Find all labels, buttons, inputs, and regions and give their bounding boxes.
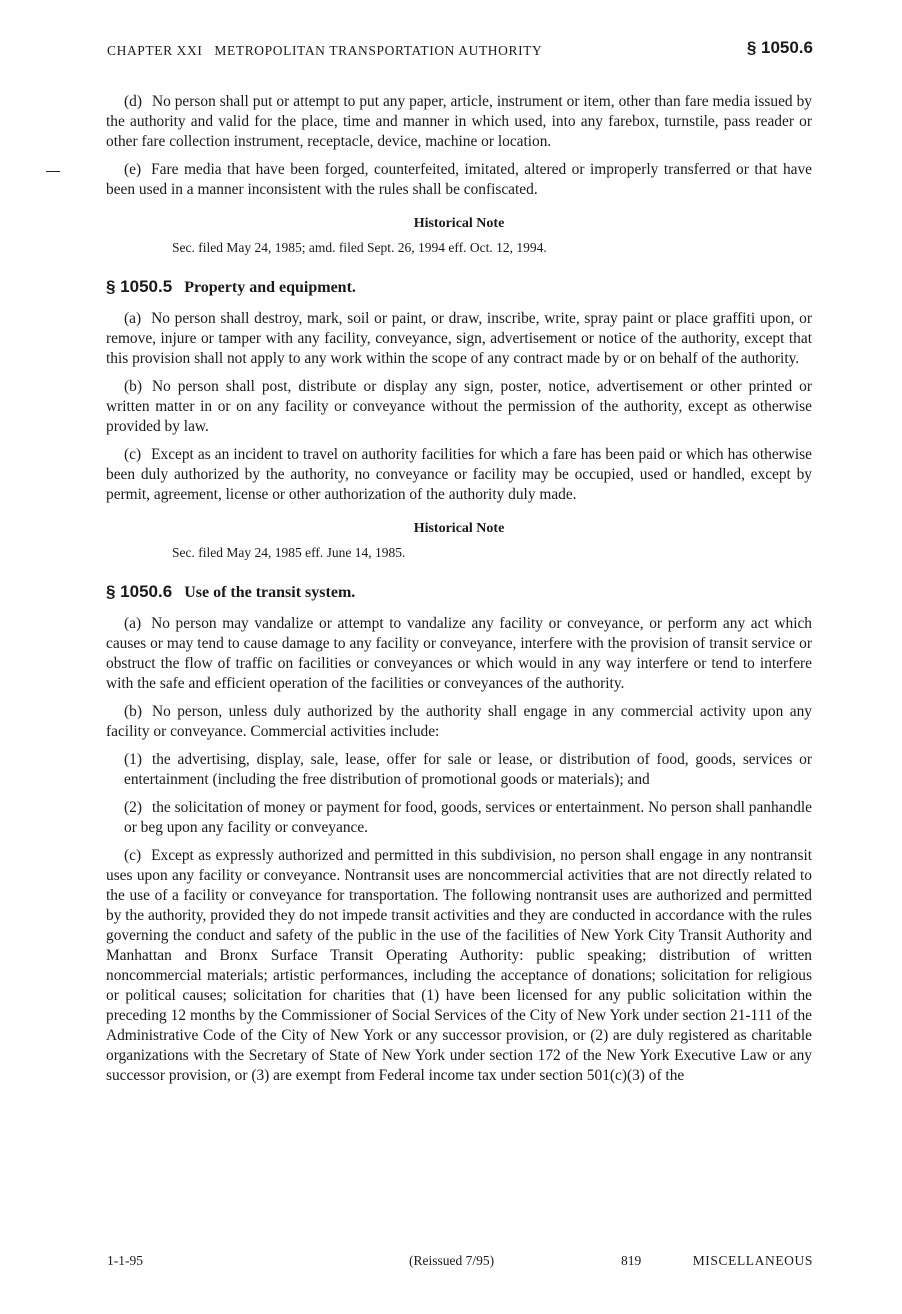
- header-section-number: § 1050.6: [746, 38, 813, 57]
- paragraph-label: (d): [124, 93, 142, 110]
- paragraph-b: [106, 702, 812, 742]
- paragraph-label: (a): [124, 615, 142, 632]
- paragraph-label: (b): [124, 703, 142, 720]
- historical-note-heading: Historical Note: [413, 521, 505, 536]
- paragraph-c: [106, 846, 812, 1086]
- paragraph-c: [106, 445, 812, 505]
- paragraph-text: No person shall destroy, mark, soil or paint, or draw, inscribe, write, spray paint or place graffiti upon, or remove, injure or tamper with any facility, conveyance, sign, advertisement or notice of the authority, except that this provision shall not apply to any work within the scope of any contract made by or on behalf of the authority.: [106, 310, 812, 367]
- section-heading-1050-5: [106, 276, 812, 299]
- subparagraph-text: the solicitation of money or payment for food, goods, services or entertainment. No person shall panhandle or beg upon any facility or conveyance.: [124, 799, 812, 836]
- section-number: § 1050.5: [106, 277, 173, 296]
- paragraph-text: No person, unless duly authorized by the authority shall engage in any commercial activity upon any facility or conveyance. Commercial activities include:: [106, 703, 812, 740]
- page-number: 819: [621, 1253, 642, 1268]
- body-text: [106, 92, 812, 1094]
- paragraph-b: [106, 377, 812, 437]
- paragraph-text: Fare media that have been forged, counterfeited, imitated, altered or improperly transferred or that have been used in a manner inconsistent with the rules shall be confiscated.: [106, 161, 812, 198]
- paragraph-label: (c): [124, 446, 142, 463]
- paragraph-d: [106, 92, 812, 152]
- footer-section-name: MISCELLANEOUS: [692, 1253, 813, 1268]
- footer-date: 1-1-95: [107, 1253, 143, 1268]
- historical-note-text: Sec. filed May 24, 1985; amd. filed Sept. 26, 1994 eff. Oct. 12, 1994.: [172, 240, 547, 255]
- historical-note-text: Sec. filed May 24, 1985 eff. June 14, 1985.: [172, 545, 406, 560]
- paragraph-text: Except as an incident to travel on authority facilities for which a fare has been paid or which has otherwise been duly authorized by the authority, no conveyance or facility may be occupied, used or handled, except by permit, agreement, license or other authorization of the authority duly made.: [106, 446, 812, 503]
- section-number: § 1050.6: [106, 582, 173, 601]
- paragraph-label: (b): [124, 378, 142, 395]
- chapter-title: CHAPTER XXI METROPOLITAN TRANSPORTATION AUTHORITY: [107, 43, 543, 58]
- subparagraph-label: (1): [124, 751, 142, 768]
- paragraph-text: No person shall post, distribute or display any sign, poster, notice, advertisement or other printed or written matter in or on any facility or conveyance without the permission of the authority, except as otherwise provided by law.: [106, 378, 812, 435]
- page-footer: [107, 1253, 813, 1273]
- margin-mark: [46, 171, 60, 172]
- paragraph-label: (e): [124, 161, 142, 178]
- section-title: Use of the transit system.: [184, 584, 356, 601]
- paragraph-text: No person may vandalize or attempt to vandalize any facility or conveyance, or perform any act which causes or may tend to cause damage to any facility or conveyance, interfere with the provision of transit service or obstruct the flow of traffic on facilities or conveyances or which would in any way interfere or tend to interfere with the safe and efficient operation of the facilities or conveyances of the authority.: [106, 615, 812, 692]
- paragraph-text: Except as expressly authorized and permitted in this subdivision, no person shall engage in any nontransit uses upon any facility or conveyance. Nontransit uses are noncommercial activities that are not directly related to the use of a facility or conveyance for transportation. The following nontransit uses are authorized and permitted by the authority, provided they do not impede transit activities and they are conducted in accordance with the rules governing the conduct and safety of the public in the use of the facilities of New York City Transit Authority and Manhattan and Bronx Surface Transit Operating Authority: public speaking; distribution of written noncommercial materials; artistic performances, including the acceptance of donations; solicitation for religious or political causes; solicitation for charities that (1) have been licensed for any public solicitation within the preceding 12 months by the Commissioner of Social Services of the City of New York under section 21-111 of the Administrative Code of the City of New York or any successor provision, or (2) are duly registered as charitable organizations with the Secretary of State of New York under section 172 of the New York Executive Law or any successor provision, or (3) are exempt from Federal income tax under section 501(c)(3) of the: [106, 847, 812, 1084]
- subparagraph-label: (2): [124, 799, 142, 816]
- section-title: Property and equipment.: [184, 279, 356, 296]
- paragraph-label: (a): [124, 310, 142, 327]
- footer-reissued: (Reissued 7/95): [409, 1253, 495, 1268]
- historical-note-heading: Historical Note: [413, 216, 505, 231]
- paragraph-a: [106, 309, 812, 369]
- subparagraph-2: [124, 798, 812, 838]
- subparagraph-text: the advertising, display, sale, lease, offer for sale or lease, or distribution of food, goods, services or entertainment (including the free distribution of promotional goods or materials); and: [124, 751, 812, 788]
- paragraph-e: [106, 160, 812, 200]
- paragraph-label: (c): [124, 847, 142, 864]
- paragraph-a: [106, 614, 812, 694]
- running-header: [107, 38, 813, 62]
- section-heading-1050-6: [106, 581, 812, 604]
- subparagraph-1: [124, 750, 812, 790]
- paragraph-text: No person shall put or attempt to put any paper, article, instrument or item, other than fare media issued by the authority and valid for the place, time and manner in which used, into any farebox, turnstile, pass reader or other fare collection instrument, receptacle, device, machine or location.: [106, 93, 812, 150]
